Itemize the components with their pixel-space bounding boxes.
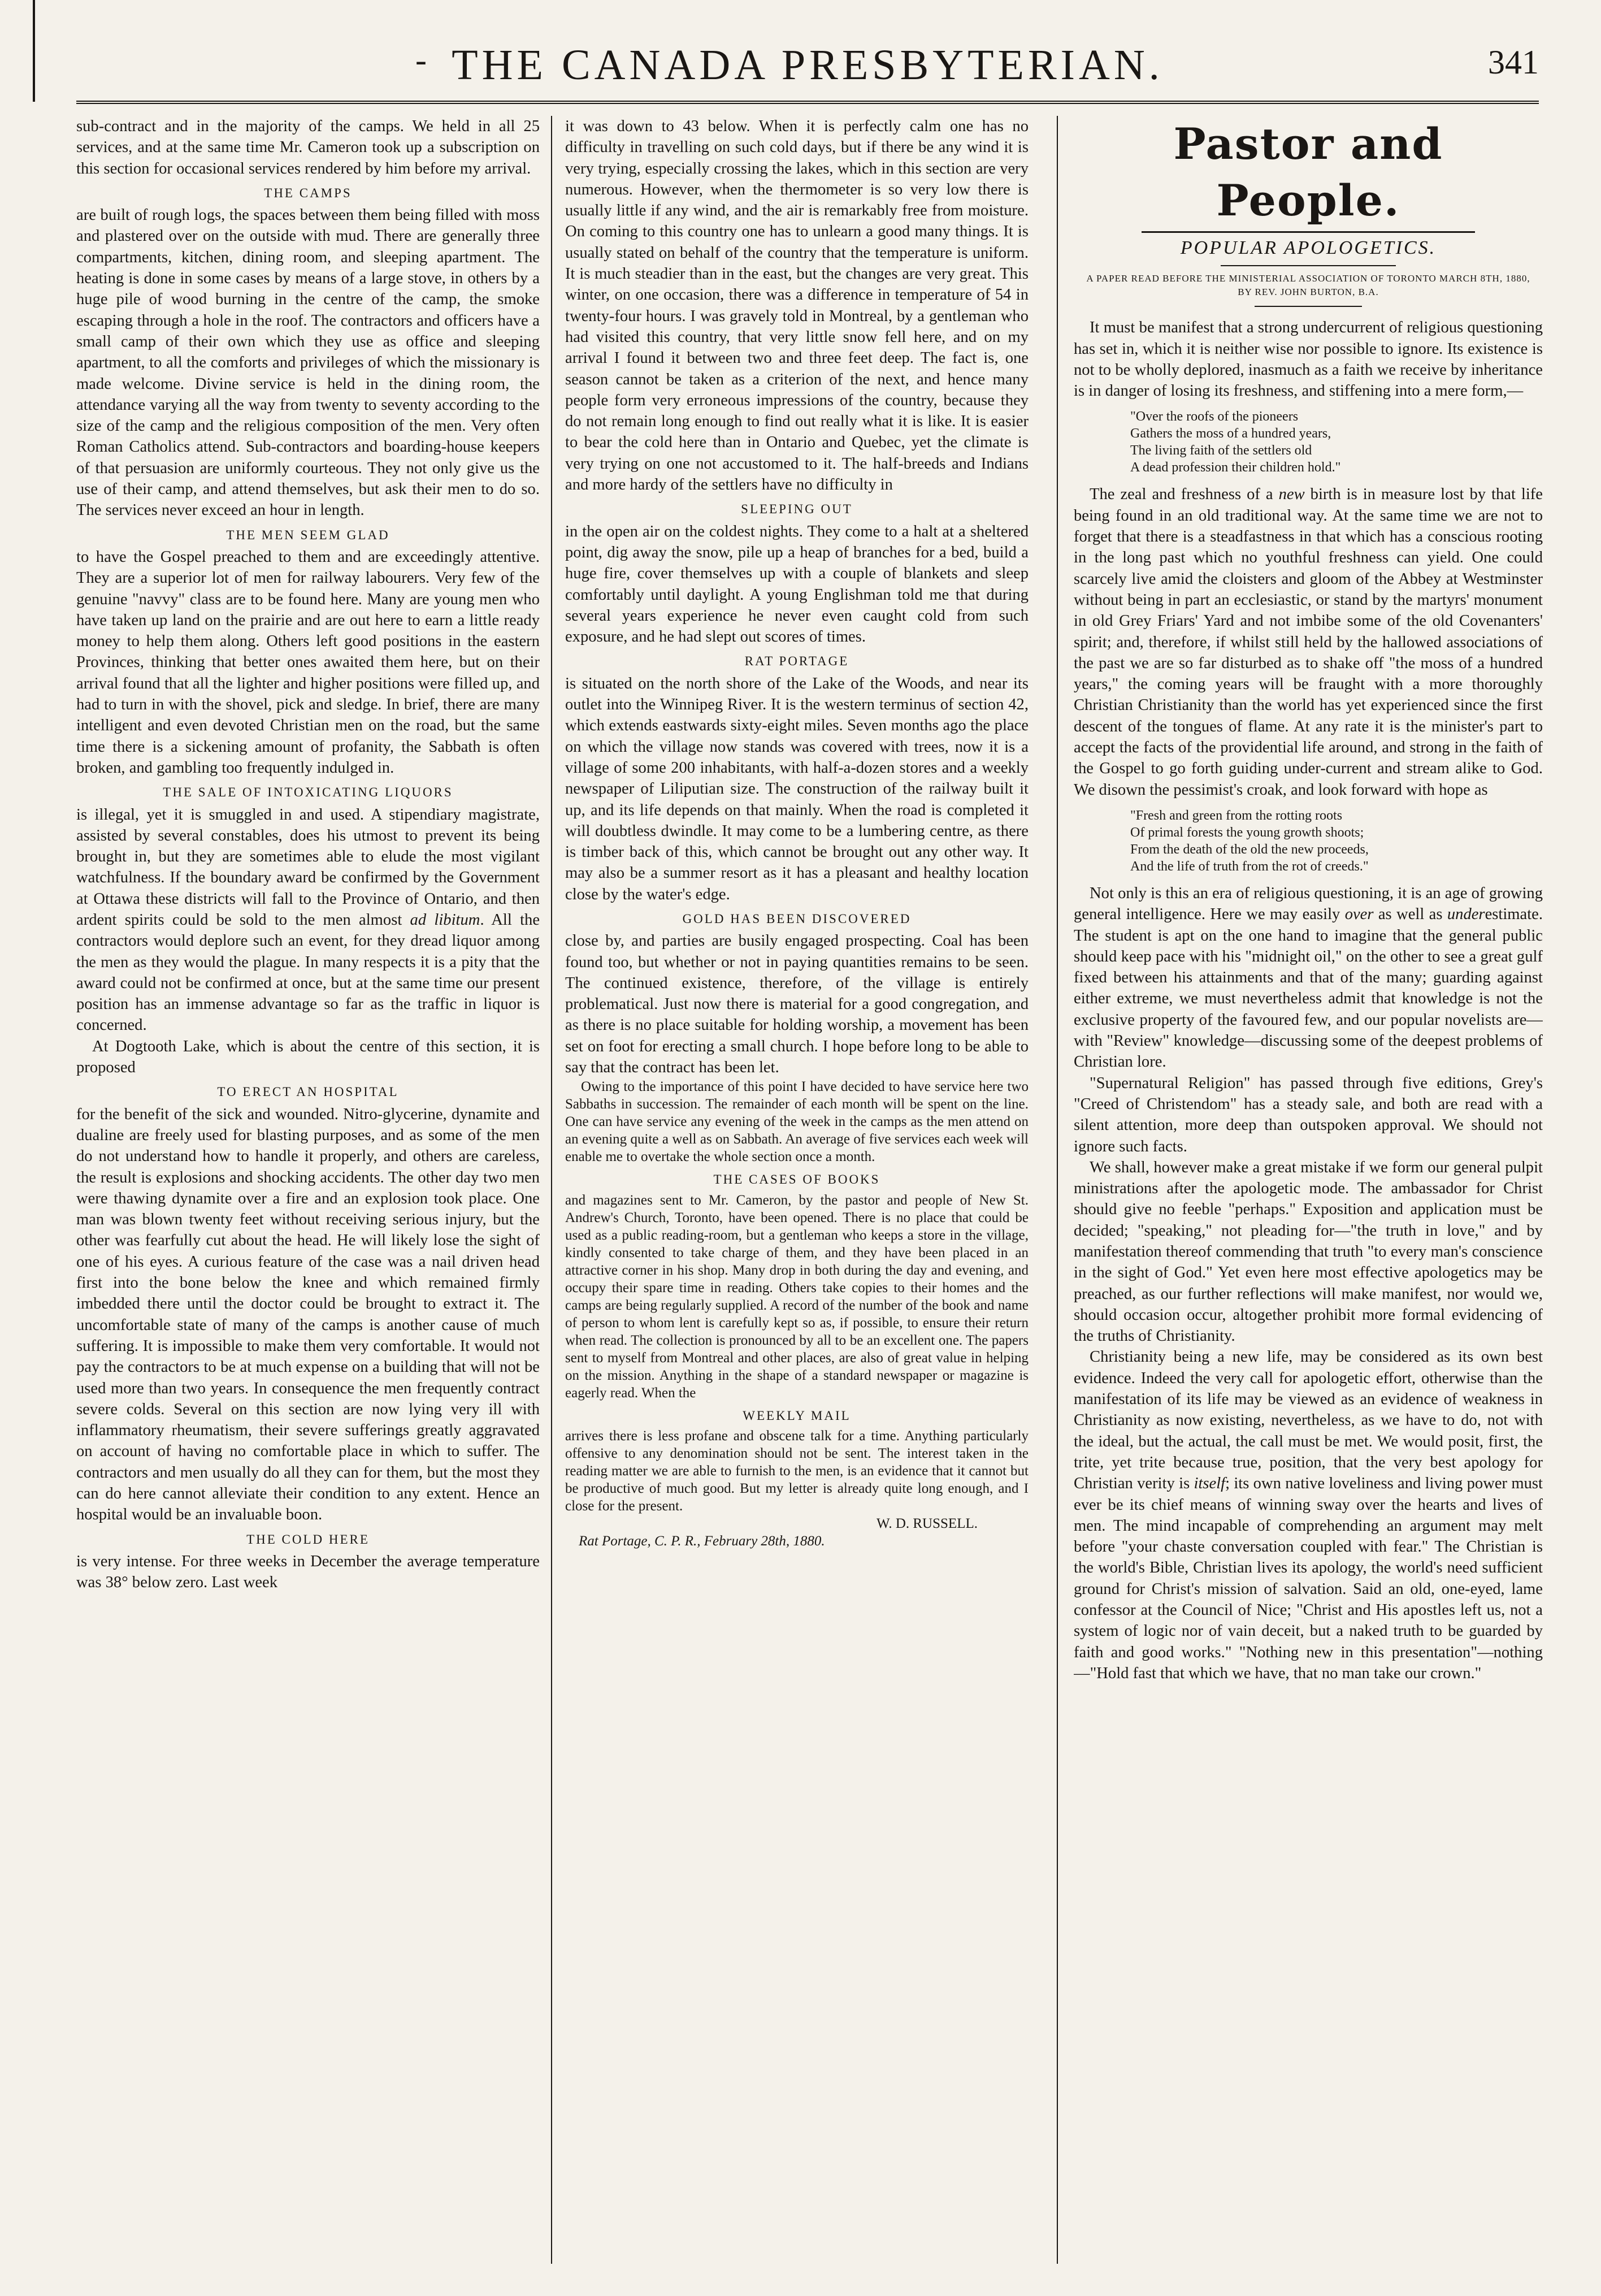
text-run: Not only is this an era of religious questioning, it is an age of growing general intelligence. Here we may easily <box>1074 884 1543 924</box>
italic-text: new <box>1278 486 1305 504</box>
text-run: estimate. The student is apt on the one hand to imagine that the general public should keep pace with his "midnight oil," on the other to see a great gulf fixed between his attainments and that of the many; guarding against either extreme, we must nevertheless admit that knowledge is not the exclusive property of the favoured few, and our popular novelists are—with "Review" knowledge—discussing some of the deepest problems of Christian lore. <box>1074 906 1543 1071</box>
paragraph: are built of rough logs, the spaces between them being filled with moss and plastered over on the outside with mud. There are generally three compartments, kitchen, dining room, and sleeping apartment. The heating is done in some cases by means of a large stove, in others by a huge pile of wood burning in the centre of the camp, the smoke escaping through a hole in the roof. The contractors and officers have a small camp of their own which they use as office and sleeping apartment, to all the comforts and privileges of which the missionary is made welcome. Divine service is held in the dining room, the attendance varying all the way from twenty to seventy according to the size of the camp and the religious composition of the men. Very often Roman Catholics attend. Sub-contractors and boarding-house keepers of that persuasion are uniformly courteous. They not only give us the use of their camp, and attend themselves, but ask their men to do so. The services never exceed an hour in length. <box>76 206 540 519</box>
paragraph: "Supernatural Religion" has passed through five editions, Grey's "Creed of Christendom" has a steady sale, and both are read with a silent attention, more deep than outspoken approval. We should not ignore such facts. <box>1074 1074 1543 1155</box>
paragraph <box>1074 883 1543 1073</box>
text-run: . All the contractors would deplore such an event, for they dread liquor among the men as they would the plague. In many respects it is a pity that the award could not be confirmed at once, but at the same time our present position has an immense advantage so far as the traffic in liquor is concerned. <box>76 911 540 1034</box>
paragraph: It must be manifest that a strong undercurrent of religious questioning has set in, which it is neither wise nor possible to ignore. Its existence is not to be wholly deplored, inasmuch as a faith we receive by inheritance is in danger of losing its freshness, and stiffening into a mere form,— <box>1074 319 1543 400</box>
paragraph: is very intense. For three weeks in December the average temperature was 38° below zero. Last week <box>76 1552 540 1592</box>
column-left <box>76 116 540 2264</box>
section-heading: THE MEN SEEM GLAD <box>226 527 390 542</box>
text-run: The zeal and freshness of a <box>1090 486 1279 504</box>
heading-rule <box>1142 231 1475 233</box>
section-heading: TO ERECT AN HOSPITAL <box>217 1085 399 1099</box>
section-heading: THE CASES OF BOOKS <box>713 1172 880 1187</box>
section-heading: SLEEPING OUT <box>741 502 853 517</box>
verse-quote: "Over the roofs of the pioneers Gathers the moss of a hundred years, The living faith of the settlers old A dead profession their children hold." <box>1130 409 1341 475</box>
text-run: ; its own native loveliness and living power must ever be its chief means of winning sway over the hearts and lives of men. The mind incapable of comprehending an argument may melt before "your chaste conversation coupled with fear." The Christian is the world's Bible, Christian lives its apology, the world's need sufficient ground for Christ's mission of salvation. Said an old, one-eyed, lame confessor at the Council of Nice; "Christ and His apostles left us, not a system of logic nor of vain deceit, but a naked truth to be guarded by faith and good works." "Nothing new in this presentation"—nothing—"Hold fast that which we have, that no man take our crown." <box>1074 1475 1543 1682</box>
section-heading: THE COLD HERE <box>246 1532 370 1546</box>
dateline: Rat Portage, C. P. R., February 28th, 1880. <box>579 1533 825 1549</box>
page-header <box>76 41 1539 97</box>
text-run: Christianity being a new life, may be considered as its own best evidence. Indeed the very call for apologetic effort, otherwise than the manifestation of its life may be viewed as an evidence of weakness in Christianity as now existing, nevertheless, as we have to do, not with the ideal, but the actual, the call must be met. We would posit, first, the trite, yet trite because true, position, that the very best apology for Christian verity is <box>1074 1348 1543 1493</box>
text-run: as well as <box>1373 906 1447 924</box>
paragraph: We shall, however make a great mistake if we form our general pulpit ministrations after the apologetic mode. The ambassador for Christ should give no feeble "perhaps." Exposition and application must be decided; "speaking," not pleading for—"the truth in love," and by manifestation thereof commending that truth "to every man's conscience in the sight of God." Yet even here most effective apologetics may be preached, as our further reflections will make manifest, nor would we, should occasion occur, altogether prohibit more formal evidencing of the truths of Christianity. <box>1074 1158 1543 1345</box>
paragraph: sub-contract and in the majority of the camps. We held in all 25 services, and at the same time Mr. Cameron took up a subscription on this section for occasional services rendered by him before my arrival. <box>76 118 540 177</box>
paragraph: Owing to the importance of this point I have decided to have service here two Sabbaths in succession. The remainder of each month will be spent on the line. One can have service any evening of the week in the camps as the men attend on an evening quite a well as on Sabbath. An average of five services each week will enable me to overtake the whole section once a month. <box>565 1079 1029 1165</box>
paragraph: is situated on the north shore of the Lake of the Woods, and near its outlet into the Winnipeg River. It is the western terminus of section 42, which extends eastwards sixty-eight miles. Seven months ago the place on which the village now stands was covered with trees, now it is a village of some 200 inhabitants, with half-a-dozen stores and a weekly newspaper of Liliputian size. The construction of the railway built it up, and its life depends on that mainly. When the road is completed it will doubtless dwindle. It may come to be a lumbering centre, as there is timber back of this, which cannot be brought out any other way. It may also be a summer resort as it has a pleasant and healthy location close by the water's edge. <box>565 674 1029 903</box>
paragraph: it was down to 43 below. When it is perfectly calm one has no difficulty in travelling on such cold days, but if there be any wind it is very trying, especially crossing the lakes, which in this section are very numerous. However, when the thermometer is so very low there is usually little if any wind, and the air is remarkably free from moisture. On coming to this country one has to unlearn a good many things. It is usually stated on behalf of the country that the temperature is uniform. It is much steadier than in the east, but the changes are very great. This winter, on one occasion, there was a difference in temperature of 54 in twenty-four hours. I was gravely told in Montreal, by a gentleman who had visited this country, that very little snow fell here, and on my arrival I found it between two and three feet deep. The fact is, one season cannot be taken as a criterion of the next, and hence many people form very erroneous impressions of the country, because they do not remain long enough to find out really what it is like. It is easier to bear the cold here than in Ontario and Quebec, yet the climate is very trying on one not accustomed to it. The half-breeds and Indians and more hardy of the settlers have no difficulty in <box>565 118 1029 494</box>
paragraph: to have the Gospel preached to them and are exceedingly attentive. They are a superior lot of men for railway labourers. Very few of the genuine "navvy" class are to be found here. Many are young men who have taken up land on the prairie and are out here to earn a little ready money to help them along. Others left good positions in the eastern Provinces, thinking that better ones awaited them here, but on their arrival found that all the lighter and higher positions were filled up, and had to turn in with the shovel, pick and sledge. In brief, there are many intelligent and even devoted Christian men on the road, but the same time there is a sickening amount of profanity, the Sabbath is often broken, and gambling too frequently indulged in. <box>76 548 540 777</box>
paragraph <box>76 804 540 1036</box>
column-middle <box>565 116 1029 2264</box>
section-heading: RAT PORTAGE <box>744 654 849 669</box>
article-note: A PAPER READ BEFORE THE MINISTERIAL ASSOCIATION OF TORONTO MARCH 8TH, 1880, BY REV. JOHN BURTON, B.A. <box>1086 273 1530 298</box>
paragraph <box>1074 484 1543 800</box>
italic-text: over <box>1344 906 1374 924</box>
margin-edge-line <box>33 0 35 102</box>
article-title: POPULAR APOLOGETICS. <box>1180 237 1437 258</box>
masthead-title: THE CANADA PRESBYTERIAN. <box>452 41 1164 89</box>
text-run: birth is in measure lost by that life being found in an old traditional way. At the same time we are not to forget that there is a steadfastness in that which has a conscious rooting in the long past which no youthful freshness can yield. One could scarcely live amid the cloisters and gloom of the Abbey at Westminster without being in part an ecclesiastic, or stand by the martyrs' monument in old Grey Friars' Yard and not imbibe some of the old Covenanters' spirit; and, therefore, if whilst still held by the hallowed associations of the past we are so far disturbed as to shake off "the moss of a hundred years," the coming years will be fraught with a more thoroughly Christian Christianity than the world has yet experienced since the first descent of the tongues of flame. At any rate it is the minister's part to accept the facts of the providential life around, and strong in the faith of the Gospel to go forth guiding under-current and stream alike to God. We disown the pessimist's croak, and look forward with hope as <box>1074 486 1543 799</box>
text-run: is illegal, yet it is smuggled in and used. A stipendiary magistrate, assisted by several constables, does his utmost to prevent its being brought in, but they are sometimes able to elude the most vigilant watchfulness. If the boundary award be confirmed by the Government at Ottawa these districts will fall to the Province of Ontario, and then ardent spirits could be sold to the men almost <box>76 805 540 929</box>
italic-text: under <box>1447 906 1485 924</box>
header-dash: - <box>415 41 427 79</box>
note-rule <box>1255 306 1362 307</box>
column-right <box>1074 116 1543 2264</box>
section-heading: THE SALE OF INTOXICATING LIQUORS <box>163 785 453 800</box>
paragraph: close by, and parties are busily engaged prospecting. Coal has been found too, but whether or not in paying quantities remains to be seen. The continued existence, therefore, of the village is entirely problematical. Just now there is material for a good congregation, and as there is no place suitable for holding worship, a movement has been set on foot for erecting a small church. I hope before long to be able to say that the contract has been let. <box>565 932 1029 1077</box>
paragraph: in the open air on the coldest nights. They come to a halt at a sheltered point, dig away the snow, pile up a heap of branches for a bed, build a huge fire, cover themselves up with a couple of blankets and sleep comfortably until daylight. A young Englishman told me that during several years experience he never even caught cold from such exposure, and he had slept out scores of times. <box>565 522 1029 646</box>
paragraph: At Dogtooth Lake, which is about the centre of this section, it is proposed <box>76 1037 540 1077</box>
header-rule <box>76 101 1539 104</box>
paragraph: arrives there is less profane and obscene talk for a time. Anything particularly offensive to any denomination should not be sent. The interest taken in the reading matter we are able to furnish to the men, is an evidence that it cannot but be productive of much good. But my letter is already quite long enough, and I close for the present. <box>565 1428 1029 1514</box>
paragraph <box>1074 1346 1543 1684</box>
title-rule <box>1221 265 1396 266</box>
department-heading: Pastor and People. <box>1173 119 1443 226</box>
paragraph: for the benefit of the sick and wounded. Nitro-glycerine, dynamite and dualine are freely used for blasting purposes, and as some of the men do not understand how to handle it properly, and others are careless, the result is explosions and shocking accidents. The other day two men were thawing dynamite over a fire and an explosion took place. One man was blown twenty feet without receiving serious injury, but the other was fearfully cut about the head. He will likely lose the sight of one of his eyes. A curious feature of the case was a nail driven head first into the bone below the knee and which remained firmly imbedded there until the doctor could be brought to extract it. The uncomfortable state of many of the camps is another cause of much suffering. It is impossible to make them very comfortable. It would not pay the contractors to be at much expense on a building that will not be used more than two years. In consequence the men frequently contract severe colds. Several on this section are now lying very ill with inflammatory rheumatism, their severe sufferings greatly aggravated on account of having no comfortable place in which to suffer. The contractors and men usually do all they can for them, but the most they can do here cannot alleviate their condition to any extent. Hence an hospital would be an invaluable boon. <box>76 1105 540 1524</box>
section-heading: WEEKLY MAIL <box>743 1408 851 1423</box>
italic-text: itself <box>1194 1475 1226 1493</box>
italic-text: ad libitum <box>410 911 480 929</box>
page-number: 341 <box>1488 44 1539 81</box>
section-heading: GOLD HAS BEEN DISCOVERED <box>682 911 912 926</box>
paragraph: and magazines sent to Mr. Cameron, by the pastor and people of New St. Andrew's Church, Toronto, have been opened. There is no place that could be used as a public reading-room, but a gentleman who keeps a store in the village, kindly consented to take charge of them, and they have been placed in an attractive corner in his shop. Many drop in both during the day and evening, and occupy their spare time in reading. Others take copies to their homes and the camps are being regularly supplied. A record of the number of the book and name of person to whom lent is carefully kept so as, if possible, to ensure their return when read. The collection is pronounced by all to be an excellent one. The papers sent to myself from Montreal and other places, are also of great value in helping on the mission. Anything in the shape of a standard newspaper or magazine is eagerly read. When the <box>565 1192 1029 1401</box>
verse-quote: "Fresh and green from the rotting roots Of primal forests the young growth shoots; From the death of the old the new proceeds, And the life of truth from the rot of creeds." <box>1130 808 1369 874</box>
column-divider <box>551 116 552 2264</box>
author-signature: W. D. RUSSELL. <box>877 1515 978 1531</box>
section-heading: THE CAMPS <box>264 185 352 200</box>
column-divider <box>1057 116 1058 2264</box>
